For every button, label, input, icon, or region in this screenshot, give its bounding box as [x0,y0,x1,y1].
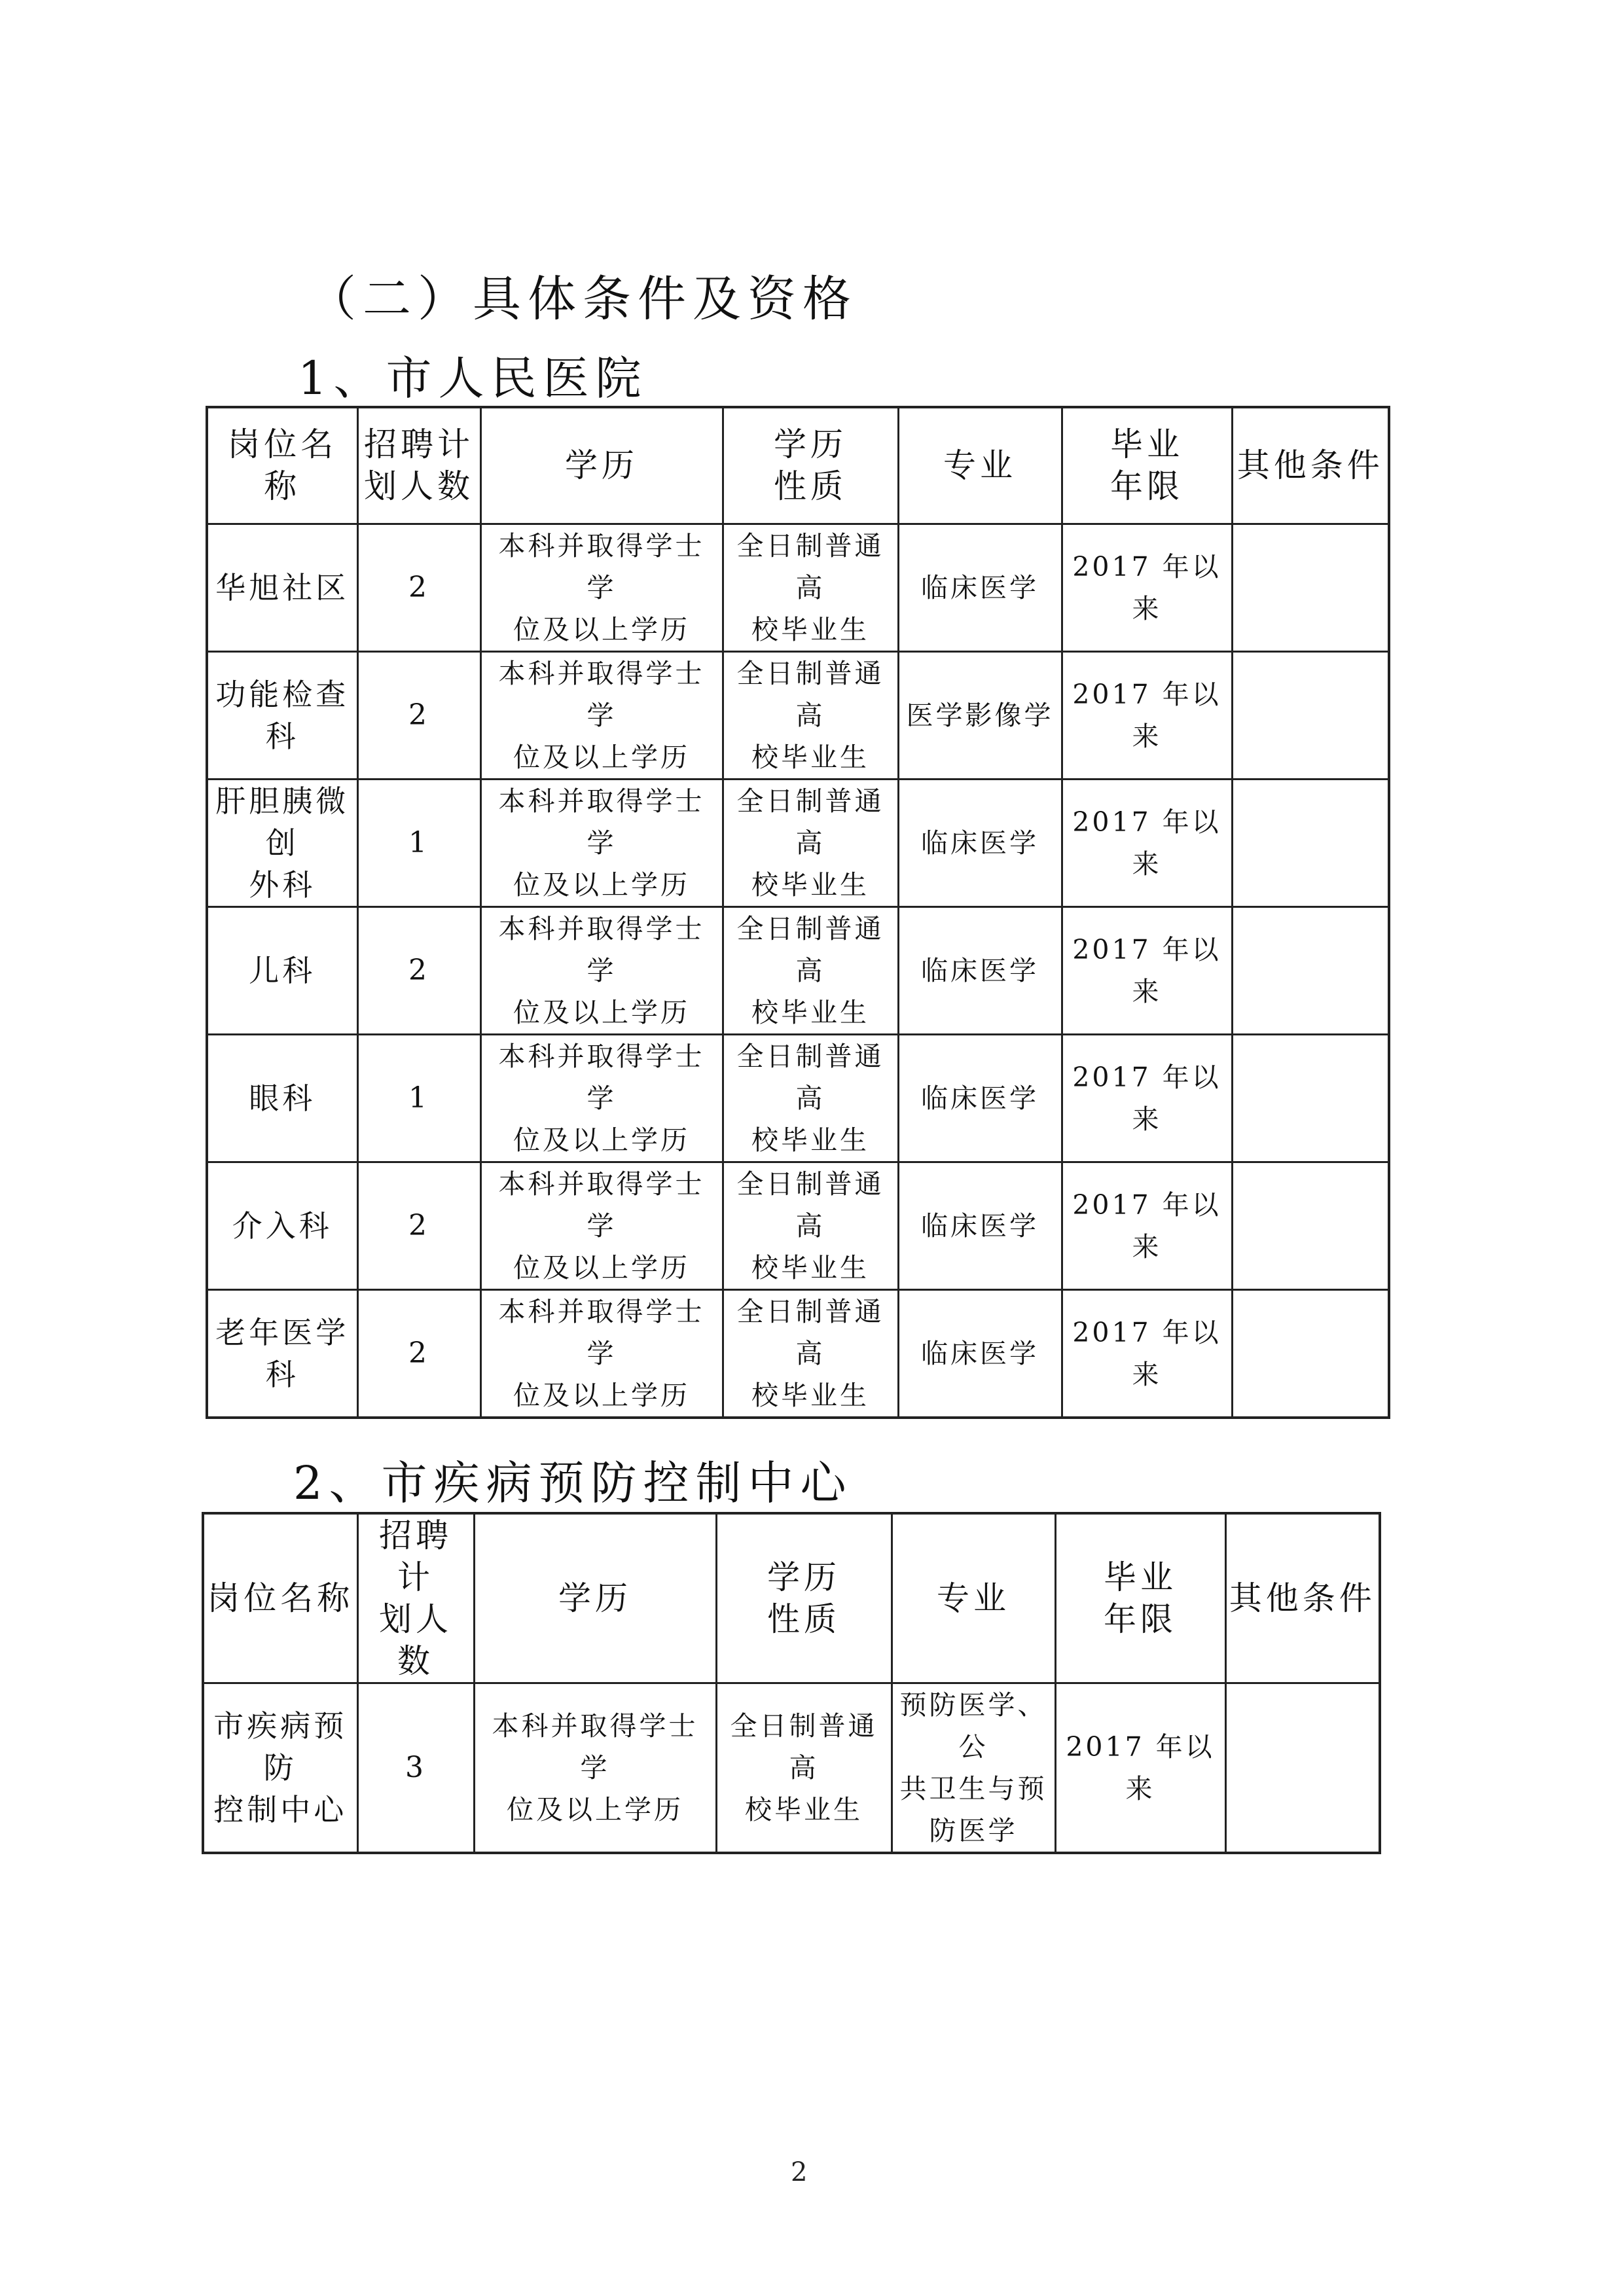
cell-count: 2 [357,906,480,1034]
header-major [898,407,1062,524]
cell-education-type-line: 校毕业生 [751,1251,869,1283]
table-header-row [203,1513,1380,1683]
cell-major-line: 预防医学、公 [899,1689,1047,1763]
cell-education-type [723,651,898,779]
header-line: 岗位名称 [207,1579,354,1617]
header-line: 学历 [558,1579,632,1617]
cell-education-line: 本科并取得学士学 [498,1040,705,1114]
cell-education-line: 位及以上学历 [513,869,690,901]
cell-education [480,524,723,651]
cell-major-line: 临床医学 [921,827,1039,859]
cdc-table [202,1512,1381,1854]
header-line: 年限 [1110,467,1183,506]
cell-major [898,524,1062,651]
cell-major-line: 临床医学 [921,1337,1039,1369]
cell-education-type [723,906,898,1034]
cell-education [480,906,723,1034]
table-row [207,779,1389,906]
hospital-table [206,406,1390,1419]
cell-graduation: 2017 年以来 [1062,1034,1232,1162]
cell-major-line: 临床医学 [921,571,1039,603]
cell-other [1232,779,1389,906]
cell-education-type-line: 校毕业生 [751,1124,869,1156]
cell-other [1232,1034,1389,1162]
header-line: 性质 [774,467,847,506]
header-line: 划人数 [364,467,474,506]
cell-position [207,906,357,1034]
cell-major [898,1034,1062,1162]
header-line: 性质 [767,1600,840,1638]
cell-position-line: 老年医学科 [215,1314,350,1392]
table-row [207,1162,1389,1289]
cell-graduation: 2017 年以来 [1062,906,1232,1034]
cell-position [207,1162,357,1289]
page-number: 2 [791,2157,808,2187]
cell-major-line: 防医学 [929,1815,1018,1846]
table-row [207,651,1389,779]
header-line: 毕业 [1104,1558,1177,1596]
cell-education-line: 本科并取得学士学 [498,529,705,603]
cell-education-line: 本科并取得学士学 [498,785,705,859]
header-line: 年限 [1104,1600,1177,1638]
cell-education-line: 位及以上学历 [513,1379,690,1411]
header-education [480,407,723,524]
header-line: 岗位名称 [227,425,338,506]
hospital-heading: 1、市人民医院 [298,351,648,405]
table-row [207,1289,1389,1418]
cell-education-type-line: 校毕业生 [751,741,869,773]
cell-graduation: 2017 年以来 [1062,524,1232,651]
cell-major [892,1683,1055,1854]
table-body [207,524,1389,1418]
cell-position [207,651,357,779]
header-education-type [716,1513,892,1683]
table-row [207,1034,1389,1162]
cell-position-line: 控制中心 [213,1792,348,1827]
header-position [203,1513,357,1683]
cell-education-type [723,1289,898,1418]
cell-education-type-line: 校毕业生 [751,996,869,1028]
cell-education-line: 位及以上学历 [513,1124,690,1156]
cell-education-type-line: 全日制普通高 [736,1040,884,1114]
cell-major [898,1162,1062,1289]
cell-other [1232,906,1389,1034]
header-other [1232,407,1389,524]
cell-education-type [723,524,898,651]
cell-education-line: 位及以上学历 [507,1794,683,1825]
cell-education-line: 位及以上学历 [513,996,690,1028]
cell-major [898,1289,1062,1418]
cell-major-line: 临床医学 [921,1210,1039,1242]
cdc-heading: 2、市疾病预防控制中心 [293,1456,853,1510]
cell-education [474,1683,716,1854]
cell-position-line: 功能检查科 [215,676,350,754]
cell-education-type [723,1162,898,1289]
header-line: 毕业 [1110,425,1183,464]
header-count [357,1513,474,1683]
cell-education-type-line: 全日制普通高 [736,1295,884,1369]
cell-education-line: 本科并取得学士学 [498,657,705,731]
table-row [207,524,1389,651]
cell-count: 1 [357,1034,480,1162]
cell-education [480,1289,723,1418]
cell-education-type-line: 校毕业生 [751,869,869,901]
cell-count: 1 [357,779,480,906]
cell-education-line: 位及以上学历 [513,741,690,773]
cell-graduation: 2017 年以来 [1062,779,1232,906]
cell-count: 2 [357,1162,480,1289]
header-line: 划人数 [379,1600,452,1680]
cell-education [480,1034,723,1162]
cell-education-type-line: 全日制普通高 [736,1168,884,1242]
cell-position [207,1289,357,1418]
header-line: 其他条件 [1229,1579,1376,1617]
header-education-type [723,407,898,524]
cell-count: 2 [357,524,480,651]
header-line: 专业 [943,446,1017,485]
cell-education [480,1162,723,1289]
cell-position-line: 外科 [249,867,316,903]
cell-other [1232,651,1389,779]
cell-count: 2 [357,1289,480,1418]
cell-position-line: 儿科 [249,952,316,988]
cell-education-type [723,1034,898,1162]
cell-position-line: 介入科 [232,1208,333,1244]
header-line: 学历 [767,1558,840,1596]
cell-education-line: 本科并取得学士学 [498,912,705,986]
cell-education-line: 本科并取得学士学 [492,1710,698,1784]
table-row [203,1683,1380,1854]
cell-education-line: 本科并取得学士学 [498,1168,705,1242]
cell-education-type-line: 校毕业生 [745,1794,863,1825]
cell-education-line: 位及以上学历 [513,1251,690,1283]
cell-major-line: 共卫生与预 [899,1773,1047,1804]
table-header-row [207,407,1389,524]
cell-position [207,524,357,651]
cell-graduation: 2017 年以来 [1062,1289,1232,1418]
cell-education-line: 本科并取得学士学 [498,1295,705,1369]
table-row [207,906,1389,1034]
cell-major-line: 医学影像学 [906,699,1054,731]
cell-position [207,1034,357,1162]
cell-education [480,779,723,906]
table-body [203,1683,1380,1854]
cell-education-type-line: 全日制普通高 [736,785,884,859]
header-line: 其他条件 [1236,446,1384,485]
header-line: 招聘计 [364,425,474,464]
header-line: 招聘计 [379,1516,452,1596]
cell-graduation: 2017 年以来 [1062,1162,1232,1289]
section-heading: （二）具体条件及资格 [308,271,857,327]
header-count [357,407,480,524]
cell-count: 2 [357,651,480,779]
header-line: 学历 [565,446,638,485]
cell-major-line: 临床医学 [921,954,1039,986]
cell-major [898,779,1062,906]
cell-position-line: 眼科 [249,1080,316,1116]
cell-position-line: 华旭社区 [215,569,350,605]
cell-graduation: 2017 年以来 [1062,651,1232,779]
cell-education-type-line: 校毕业生 [751,1379,869,1411]
header-education [474,1513,716,1683]
cell-graduation: 2017 年以来 [1055,1683,1225,1854]
cell-education-type [723,779,898,906]
header-line: 专业 [937,1579,1010,1617]
cell-education-type-line: 校毕业生 [751,613,869,645]
cell-major [898,651,1062,779]
cell-other [1225,1683,1380,1854]
header-graduation [1062,407,1232,524]
cell-other [1232,1162,1389,1289]
cell-education-type-line: 全日制普通高 [736,529,884,603]
header-line: 学历 [774,425,847,464]
header-other [1225,1513,1380,1683]
header-position [207,407,357,524]
cell-education-type-line: 全日制普通高 [736,657,884,731]
cell-other [1232,1289,1389,1418]
cell-education [480,651,723,779]
cell-other [1232,524,1389,651]
cell-education-type [716,1683,892,1854]
cell-position-line: 肝胆胰微创 [215,783,350,861]
cell-education-line: 位及以上学历 [513,613,690,645]
cell-major [898,906,1062,1034]
cell-position [207,779,357,906]
header-graduation [1055,1513,1225,1683]
cell-position [203,1683,357,1854]
cell-education-type-line: 全日制普通高 [736,912,884,986]
cell-major-line: 临床医学 [921,1082,1039,1114]
cell-education-type-line: 全日制普通高 [730,1710,878,1784]
cell-position-line: 市疾病预防 [213,1708,348,1785]
header-major [892,1513,1055,1683]
cell-count: 3 [357,1683,474,1854]
